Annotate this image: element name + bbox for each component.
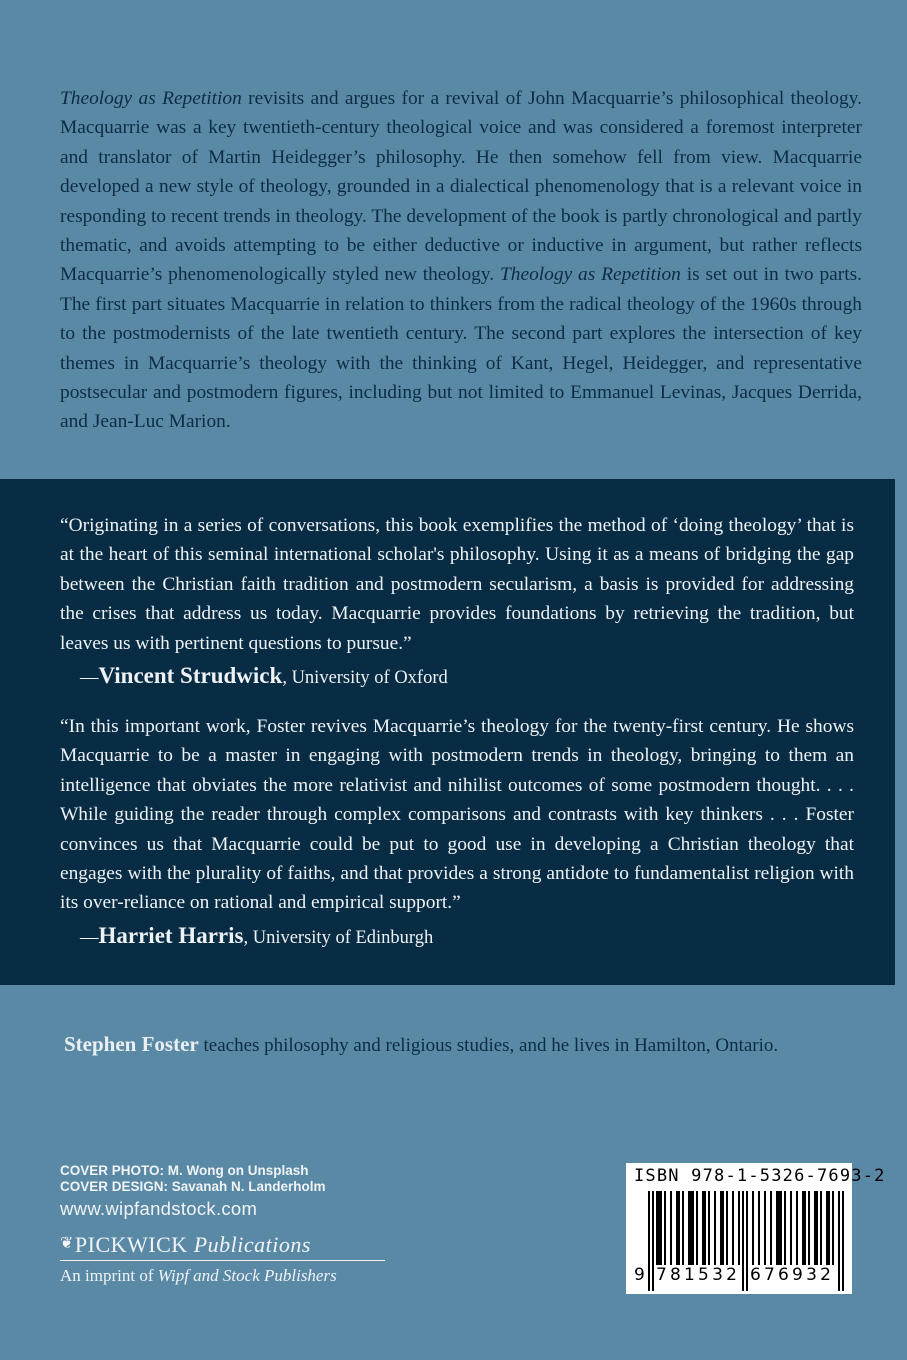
isbn-label: ISBN 978-1-5326-7693-2 xyxy=(634,1166,886,1186)
book-title-italic: Theology as Repetition xyxy=(60,88,242,109)
publisher-name-italic: Publications xyxy=(193,1232,311,1257)
endorsement-quote-1: “Originating in a series of conversations, this book exemplifies the method of ‘doing theology’ that is at the heart of this seminal international scholar's philosophy. Using it as a means of bridging the gap between the Christian faith tradition and postmodern secularism, a basis is provided for addressing the crises that address us today. Macquarrie provides foundations by retrieving the tradition, but leaves us with pertinent questions to pursue.” xyxy=(60,515,854,654)
endorsement-quote-2: “In this important work, Foster revives Macquarrie’s theology for the twenty-first century. He shows Macquarrie to be a master in engaging with postmodern trends in theology, bringing to them an intelligence that obviates the more relativist and nihilist outcomes of some postmodern thought. . . . While guiding the reader through complex comparisons and contrasts with key thinkers . . . Foster convinces us that Macquarrie could be put to good use in developing a Christian theology that engages with the plurality of faiths, and that provides a strong antidote to fundamentalist religion with its over-reliance on rational and empirical support.” xyxy=(60,716,854,914)
dash: — xyxy=(80,668,99,688)
endorsement-attribution-2 xyxy=(80,923,433,949)
cover-photo-credit: COVER PHOTO: M. Wong on Unsplash xyxy=(60,1163,309,1178)
imprint-prefix: An imprint of xyxy=(60,1266,158,1285)
cover-design-credit: COVER DESIGN: Savanah N. Landerholm xyxy=(60,1178,326,1194)
description-part-1: revisits and argues for a revival of John Macquarrie’s philosophical theology. Macquarrie was a key twentieth-century theological voice and was considered a foremost interpreter and translator of Martin Heidegger’s philosophy. He then somehow fell from view. Macquarrie developed a new style of theology, grounded in a dialectical phenomenology that is a relevant voice in responding to recent trends in theology. The development of the book is partly chronological and partly thematic, and avoids attempting to be either deductive or inductive in argument, but rather reflects Macquarrie’s phenomenologically styled new theology. xyxy=(60,88,862,286)
publisher-name: PICKWICK xyxy=(74,1232,194,1257)
author-name: Stephen Foster xyxy=(64,1032,199,1056)
imprint-line xyxy=(60,1266,337,1286)
book-description xyxy=(60,84,862,437)
endorser-name-1: Vincent Strudwick xyxy=(98,663,283,688)
publisher-url[interactable]: www.wipfandstock.com xyxy=(60,1198,258,1219)
leaf-icon: ❦ xyxy=(60,1235,74,1252)
endorsement-attribution-1 xyxy=(80,663,448,689)
endorser-affiliation-1: , University of Oxford xyxy=(282,668,448,688)
publisher-logo xyxy=(60,1232,385,1261)
barcode-right-group: 676932 xyxy=(750,1265,835,1285)
cover-credits xyxy=(60,1163,326,1194)
barcode-left-group: 781532 xyxy=(656,1265,741,1285)
barcode-first-digit: 9 xyxy=(634,1265,645,1285)
endorser-name-2: Harriet Harris xyxy=(98,923,244,948)
endorser-affiliation-2: , University of Edinburgh xyxy=(243,928,434,948)
dash: — xyxy=(80,928,99,948)
book-title-italic-2: Theology as Repetition xyxy=(500,264,681,286)
imprint-publisher: Wipf and Stock Publishers xyxy=(157,1266,337,1285)
author-bio-text: teaches philosophy and religious studies, and he lives in Hamilton, Ontario. xyxy=(198,1035,779,1056)
author-bio xyxy=(64,1032,884,1057)
description-part-2: is set out in two parts. The first part situates Macquarrie in relation to thinkers from the radical theology of the 1960s through to the postmodernists of the late twentieth century. The second part explores the intersection of key themes in Macquarrie’s theology with the thinking of Kant, Hegel, Heidegger, and representative postsecular and postmodern figures, including but not limited to Emmanuel Levinas, Jacques Derrida, and Jean-Luc Marion. xyxy=(60,264,863,433)
isbn-barcode xyxy=(626,1163,886,1294)
